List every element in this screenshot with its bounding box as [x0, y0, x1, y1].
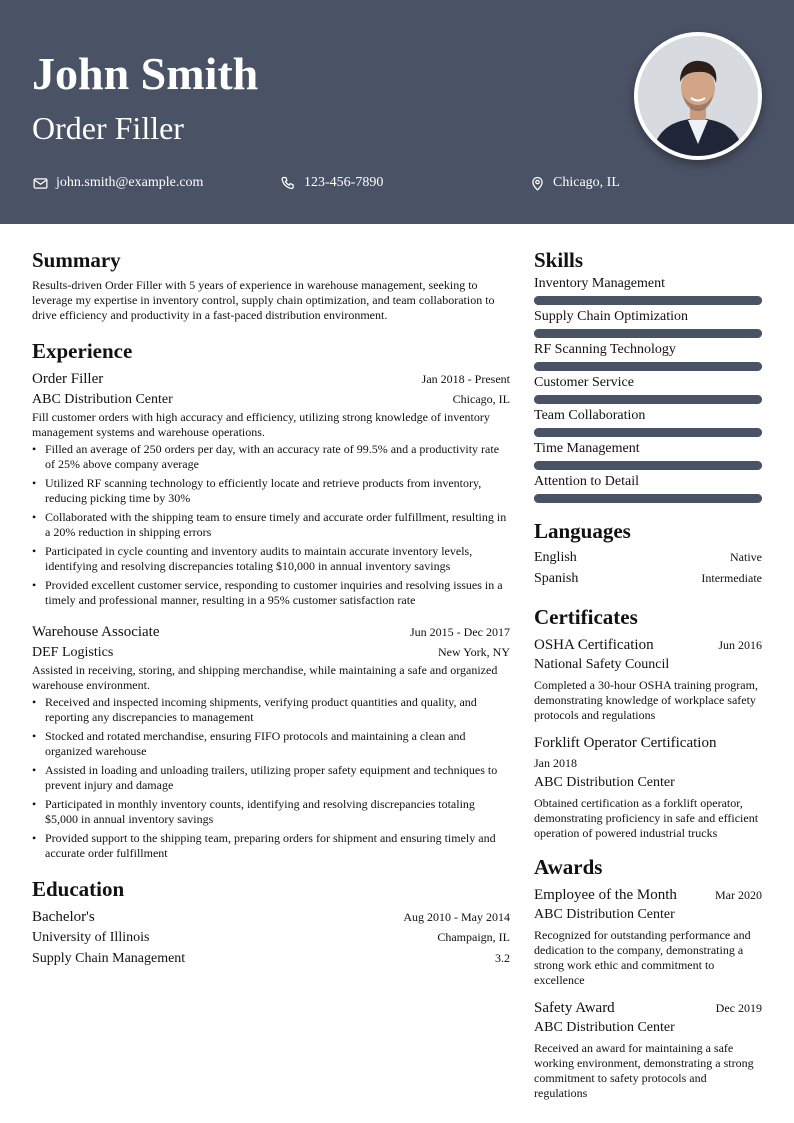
- experience-location: Chicago, IL: [452, 392, 510, 406]
- skill-bar: [534, 395, 762, 404]
- phone-icon: [280, 175, 297, 192]
- summary-heading: Summary: [32, 248, 121, 272]
- email-text: john.smith@example.com: [56, 175, 204, 190]
- phone-text: 123-456-7890: [304, 175, 384, 190]
- language-item: [534, 568, 762, 589]
- skill-name: Team Collaboration: [534, 408, 646, 423]
- award-date: Dec 2019: [715, 1001, 762, 1015]
- certificate-description: Completed a 30-hour OSHA training program, demonstrating knowledge of workplace safety protocols and regulations: [534, 678, 758, 722]
- education-field: Supply Chain Management: [32, 951, 186, 966]
- certificate-item: [534, 733, 762, 841]
- experience-item: [32, 622, 510, 861]
- contact-email[interactable]: [32, 172, 203, 194]
- language-level: Intermediate: [701, 571, 762, 585]
- certificate-org: ABC Distribution Center: [534, 775, 675, 790]
- certificates-section: [534, 605, 762, 841]
- award-description: Recognized for outstanding performance and dedication to the company, demonstrating a strong work ethic and commitment to excellence: [534, 928, 751, 987]
- main-column: [32, 248, 510, 969]
- skill-item: [534, 407, 762, 437]
- bullet-item: • Received and inspected incoming shipments, verifying product quantities and quality, and reporting any discrepancies to management: [32, 695, 510, 725]
- award-date: Mar 2020: [715, 888, 762, 902]
- skill-name: Inventory Management: [534, 276, 666, 291]
- bullet-item: • Participated in cycle counting and inventory audits to maintain accurate inventory levels, identifying and resolving discrepancies totaling $10,000 in annual inventory savings: [32, 544, 510, 574]
- summary-section: [32, 248, 510, 323]
- skills-heading: Skills: [534, 248, 584, 272]
- skill-item: [534, 275, 762, 305]
- award-title: Safety Award: [534, 1000, 615, 1016]
- language-name: Spanish: [534, 571, 579, 586]
- languages-section: [534, 519, 762, 589]
- skill-bar: [534, 296, 762, 305]
- skill-bar-fill: [534, 296, 762, 305]
- education-section: [32, 877, 510, 969]
- skill-item: [534, 440, 762, 470]
- award-description: Received an award for maintaining a safe working environment, demonstrating a strong commitment to safety protocols and regulations: [534, 1041, 754, 1100]
- award-title: Employee of the Month: [534, 887, 677, 903]
- awards-section: [534, 855, 762, 1101]
- education-dates: Aug 2010 - May 2014: [403, 910, 510, 924]
- education-location: Champaign, IL: [437, 930, 510, 944]
- skill-name: Supply Chain Optimization: [534, 309, 688, 324]
- experience-description: Fill customer orders with high accuracy and efficiency, utilizing strong knowledge of inventory management systems and warehouse operations.: [32, 410, 490, 439]
- skill-item: [534, 374, 762, 404]
- skill-name: Attention to Detail: [534, 474, 639, 489]
- bullet-item: • Collaborated with the shipping team to ensure timely and accurate order fulfillment, resulting in a 20% reduction in shipping errors: [32, 510, 510, 540]
- bullet-item: • Assisted in loading and unloading trailers, utilizing proper safety equipment and techniques to prevent injury and damage: [32, 763, 510, 793]
- skill-item: [534, 308, 762, 338]
- education-gpa: 3.2: [495, 951, 510, 965]
- skill-item: [534, 341, 762, 371]
- skill-bar-fill: [534, 494, 762, 503]
- experience-dates: Jun 2015 - Dec 2017: [410, 625, 510, 639]
- award-org: ABC Distribution Center: [534, 907, 675, 922]
- skill-bar-fill: [534, 329, 762, 338]
- skill-bar-fill: [534, 362, 762, 371]
- certificate-date: Jun 2016: [718, 638, 762, 652]
- skill-bar-fill: [534, 461, 762, 470]
- skill-bar: [534, 329, 762, 338]
- map-pin-icon: [529, 175, 546, 192]
- language-level: Native: [730, 550, 762, 564]
- awards-heading: Awards: [534, 855, 603, 879]
- education-heading: Education: [32, 877, 125, 901]
- experience-bullets: [32, 695, 510, 861]
- certificate-date: Jan 2018: [534, 756, 577, 770]
- job-title: Order Filler: [32, 110, 184, 146]
- education-degree: Bachelor's: [32, 909, 95, 925]
- experience-title: Warehouse Associate: [32, 624, 160, 640]
- language-item: [534, 547, 762, 568]
- experience-item: [32, 369, 510, 608]
- experience-company: ABC Distribution Center: [32, 392, 173, 407]
- skill-name: Customer Service: [534, 375, 634, 390]
- experience-heading: Experience: [32, 339, 133, 363]
- experience-dates: Jan 2018 - Present: [421, 372, 510, 386]
- bullet-item: • Utilized RF scanning technology to efficiently locate and retrieve products from inventory, reducing picking time by 30%: [32, 476, 510, 506]
- profile-photo: [634, 32, 762, 160]
- contact-phone[interactable]: [280, 172, 383, 194]
- experience-bullets: [32, 442, 510, 608]
- skill-bar: [534, 494, 762, 503]
- experience-description: Assisted in receiving, storing, and shipping merchandise, while maintaining a safe and organized warehouse environment.: [32, 663, 498, 692]
- bullet-item: • Participated in monthly inventory counts, identifying and resolving discrepancies totaling $5,000 in annual inventory savings: [32, 797, 510, 827]
- bullet-item: • Provided excellent customer service, responding to customer inquiries and resolving issues in a timely and professional manner, resulting in a 95% customer satisfaction rate: [32, 578, 510, 608]
- location-text: Chicago, IL: [553, 175, 620, 190]
- award-item: [534, 998, 762, 1101]
- skills-section: [534, 248, 762, 503]
- skill-item: [534, 473, 762, 503]
- award-item: [534, 885, 762, 988]
- award-org: ABC Distribution Center: [534, 1020, 675, 1035]
- certificates-heading: Certificates: [534, 605, 638, 629]
- sidebar-column: [534, 248, 762, 1101]
- bullet-item: • Provided support to the shipping team, preparing orders for shipment and ensuring timely and accurate order fulfillment: [32, 831, 510, 861]
- skill-name: RF Scanning Technology: [534, 342, 676, 357]
- languages-heading: Languages: [534, 519, 631, 543]
- candidate-name: John Smith: [32, 48, 259, 99]
- bullet-item: • Filled an average of 250 orders per day, with an accuracy rate of 99.5% and a productivity rate of 25% above company average: [32, 442, 510, 472]
- bullet-item: • Stocked and rotated merchandise, ensuring FIFO protocols and maintaining a clean and organized warehouse: [32, 729, 510, 759]
- certificate-title: Forklift Operator Certification: [534, 735, 717, 751]
- certificate-org: National Safety Council: [534, 657, 670, 672]
- language-name: English: [534, 550, 577, 565]
- skill-bar: [534, 428, 762, 437]
- certificate-item: [534, 635, 762, 723]
- person-portrait-icon: [638, 36, 758, 156]
- certificate-title: OSHA Certification: [534, 637, 654, 653]
- experience-section: [32, 339, 510, 861]
- certificate-description: Obtained certification as a forklift operator, demonstrating proficiency in safe and efficient operation of powered industrial trucks: [534, 796, 759, 840]
- experience-company: DEF Logistics: [32, 645, 114, 660]
- contact-location: [529, 172, 620, 194]
- skill-bar-fill: [534, 428, 762, 437]
- skill-bar: [534, 362, 762, 371]
- header-banner: [0, 0, 794, 224]
- experience-title: Order Filler: [32, 371, 104, 387]
- skill-bar-fill: [534, 395, 762, 404]
- envelope-icon: [32, 175, 49, 192]
- education-school: University of Illinois: [32, 930, 150, 945]
- skill-name: Time Management: [534, 441, 640, 456]
- experience-location: New York, NY: [437, 645, 510, 659]
- summary-text: Results-driven Order Filler with 5 years of experience in warehouse management, seeking to leverage my expertise in inventory control, supply chain optimization, and team collaboration to drive efficiency and productivity in a fast-paced distribution environment.: [32, 278, 495, 322]
- skill-bar: [534, 461, 762, 470]
